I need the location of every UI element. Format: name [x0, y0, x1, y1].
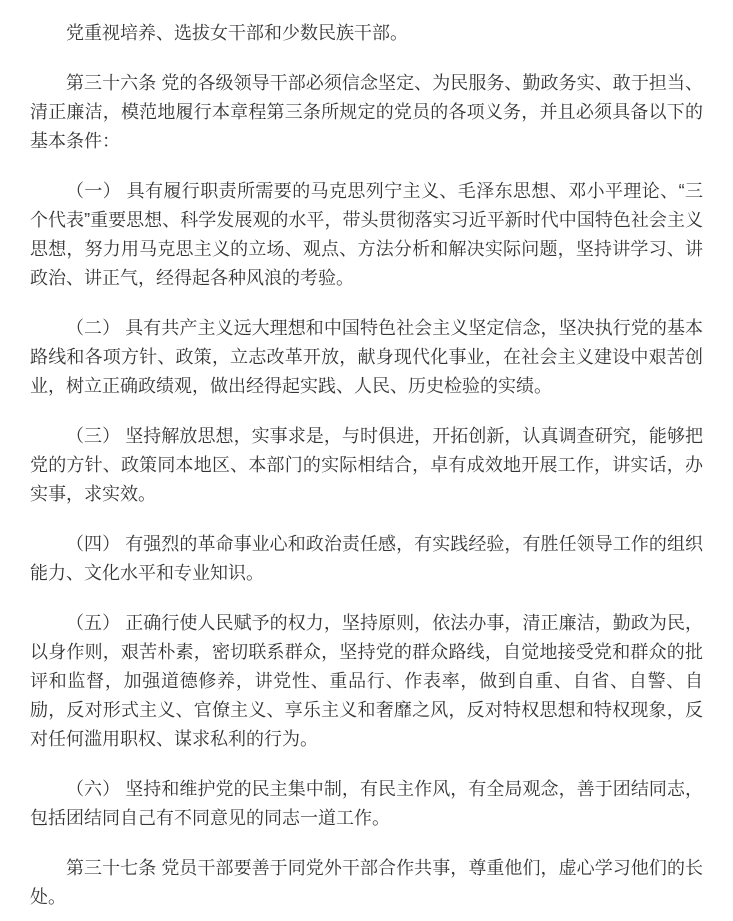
- paragraph-article-36: 第三十六条 党的各级领导干部必须信念坚定、为民服务、勤政务实、敢于担当、清正廉洁，模范地履行本章程第三条所规定的党员的各项义务，并且必须具备以下的基本条件：: [30, 73, 703, 151]
- article-36-condition-2: （二） 具有共产主义远大理想和中国特色社会主义坚定信念，坚决执行党的基本路线和各项方针、政策，立志改革开放，献身现代化事业，在社会主义建设中艰苦创业，树立正确政绩观，做出经得起实践、人民、历史检验的实绩。: [30, 318, 703, 396]
- article-36-condition-1: （一） 具有履行职责所需要的马克思列宁主义、毛泽东思想、邓小平理论、“三个代表”重要思想、科学发展观的水平，带头贯彻落实习近平新时代中国特色社会主义思想，努力用马克思主义的立场、观点、方法分析和解决实际问题，坚持讲学习、讲政治、讲正气，经得起各种风浪的考验。: [30, 181, 703, 288]
- paragraph-women-minority-cadres: 党重视培养、选拔女干部和少数民族干部。: [66, 23, 408, 43]
- paragraph-article-37: 第三十七条 党员干部要善于同党外干部合作共事，尊重他们，虚心学习他们的长处。: [30, 858, 703, 907]
- article-36-condition-6: （六） 坚持和维护党的民主集中制，有民主作风，有全局观念，善于团结同志，包括团结同自己有不同意见的同志一道工作。: [30, 779, 703, 828]
- article-36-condition-3: （三） 坚持解放思想，实事求是，与时俱进，开拓创新，认真调查研究，能够把党的方针、政策同本地区、本部门的实际相结合，卓有成效地开展工作，讲实话，办实事，求实效。: [30, 426, 703, 504]
- article-36-condition-5: （五） 正确行使人民赋予的权力，坚持原则，依法办事，清正廉洁，勤政为民，以身作则，艰苦朴素，密切联系群众，坚持党的群众路线，自觉地接受党和群众的批评和监督，加强道德修养，讲党性、重品行、作表率，做到自重、自省、自警、自励，反对形式主义、官僚主义、享乐主义和奢靡之风，反对特权思想和特权现象，反对任何滥用职权、谋求私利的行为。: [30, 613, 703, 749]
- article-36-condition-4: （四） 有强烈的革命事业心和政治责任感，有实践经验，有胜任领导工作的组织能力、文化水平和专业知识。: [30, 534, 703, 583]
